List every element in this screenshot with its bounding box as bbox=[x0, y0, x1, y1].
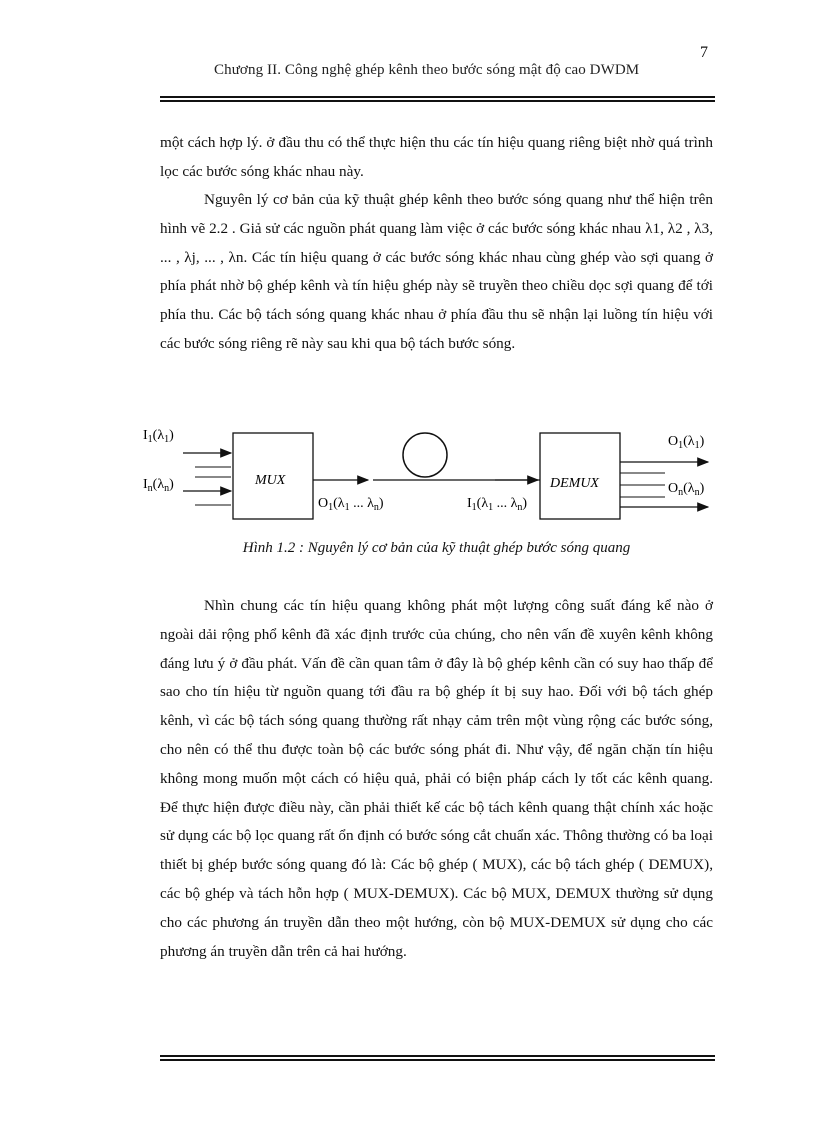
fiber-loop bbox=[403, 433, 447, 477]
paragraph-1: một cách hợp lý. ở đầu thu có thể thực hiện thu các tín hiệu quang riêng biệt nhờ quá trình lọc các bước sóng khác nhau này. bbox=[160, 134, 713, 180]
input-top-label: $I_1(\lambda_1)$ bbox=[143, 428, 174, 445]
figure-caption: Hình 1.2 : Nguyên lý cơ bản của kỹ thuật ghép bước sóng quang bbox=[242, 540, 631, 556]
output-top-label: $O_1(\lambda_1)$ bbox=[668, 434, 705, 451]
input-bottom-label: $I_n(\lambda_n)$ bbox=[143, 477, 174, 494]
wdm-diagram bbox=[130, 405, 730, 535]
demux-label: DEMUX bbox=[550, 476, 599, 491]
page-number: 7 bbox=[700, 44, 708, 61]
mux-label: MUX bbox=[255, 473, 286, 488]
mux-output-label: $O_1(\lambda_1$ ... $\lambda_n$) bbox=[318, 496, 384, 513]
demux-input-label: $I_1(\lambda_1$ ... $\lambda_n$) bbox=[467, 496, 528, 513]
paragraph-2: Nguyên lý cơ bản của kỹ thuật ghép kênh theo bước sóng quang như thể hiện trên hình vẽ 2.2 . Giả sử các nguồn phát quang làm việc ở các bước sóng khác nhau λ1, λ2 , λ3, ... , λj, ... , λn. Các tín hiệu quang ở các bước sóng khác nhau cùng ghép vào sợi quang ở phía phát nhờ bộ ghép kênh và tín hiệu ghép này sẽ truyền theo chiều dọc sợi quang để tới phía thu. Các bộ tách sóng quang khác nhau ở phía đầu thu sẽ nhận lại luồng tín hiệu với các bước sóng riêng rẽ này sau khi qua bộ tách bước sóng. bbox=[160, 191, 713, 352]
running-header: Chương II. Công nghệ ghép kênh theo bước sóng mật độ cao DWDM bbox=[214, 62, 640, 78]
footer-rule bbox=[160, 1055, 715, 1061]
output-bottom-label: $O_n(\lambda_n)$ bbox=[668, 481, 705, 498]
paragraph-3: Nhìn chung các tín hiệu quang không phát một lượng công suất đáng kể nào ở ngoài dải rộng phổ kênh đã xác định trước của chúng, cho nên vấn đề xuyên kênh không đáng lưu ý ở đầu phát. Vấn đề cần quan tâm ở đây là bộ ghép kênh cần có suy hao thấp để sao cho tín hiệu từ nguồn quang tới đầu ra bộ ghép ít bị suy hao. Đối với bộ tách ghép kênh, vì các bộ tách sóng quang thường rất nhạy cảm trên một vùng rộng các bước sóng, cho nên có thể thu được toàn bộ các bước sóng phát đi. Như vậy, để ngăn chặn tín hiệu không mong muốn một cách có hiệu quả, phải có biện pháp cách ly tốt các kênh quang. Để thực hiện được điều này, cần phải thiết kế các bộ tách kênh quang thật chính xác hoặc sử dụng các bộ lọc quang rất ổn định có bước sóng cắt chuẩn xác. Thông thường có ba loại thiết bị ghép bước sóng quang đó là: Các bộ ghép ( MUX), các bộ tách ghép ( DEMUX), các bộ ghép và tách hỗn hợp ( MUX-DEMUX). Các bộ MUX, DEMUX thường sử dụng cho các phương án truyền dẫn theo một hướng, còn bộ MUX-DEMUX sử dụng cho các phương án truyền dẫn trên cả hai hướng. bbox=[160, 597, 713, 960]
header-rule bbox=[160, 96, 715, 102]
